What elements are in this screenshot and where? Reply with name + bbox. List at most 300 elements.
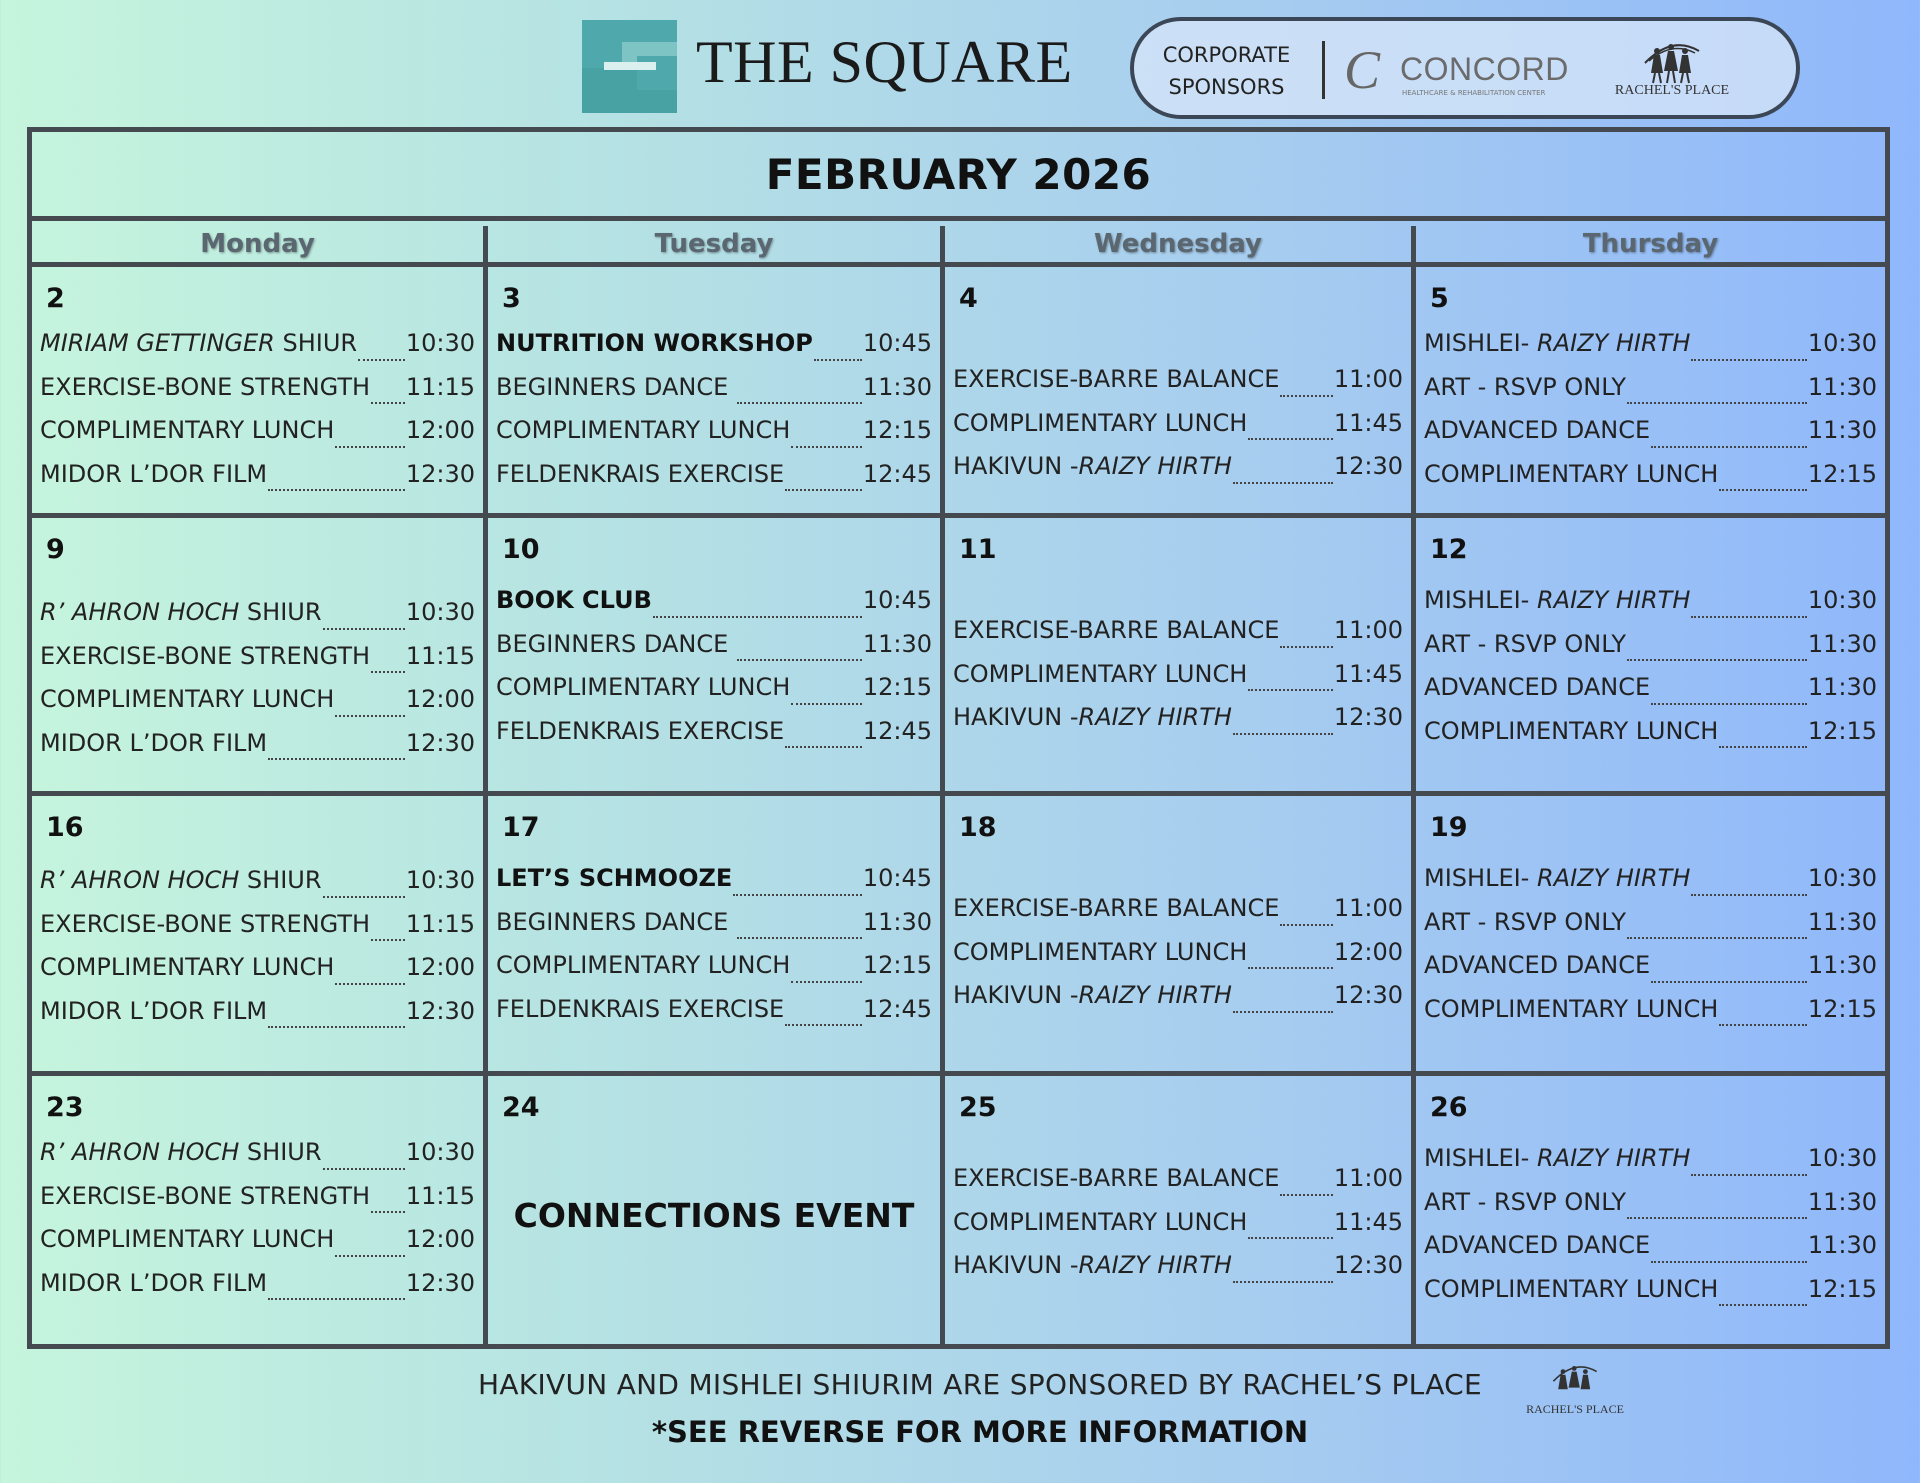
event-list — [40, 1138, 475, 1312]
day-cell — [1416, 1076, 1885, 1344]
dot-leader — [1248, 428, 1333, 440]
dot-leader — [737, 927, 862, 939]
event-item — [953, 894, 1403, 938]
event-presenter: RAIZY HIRTH — [1536, 586, 1691, 614]
event-item — [1424, 416, 1877, 460]
event-name-text: COMPLIMENTARY LUNCH — [496, 673, 791, 701]
event-name — [496, 951, 790, 979]
dancers-icon — [1547, 1356, 1603, 1400]
concord-monogram-icon: C — [1344, 40, 1381, 100]
event-name — [40, 642, 370, 670]
event-name-text: COMPLIMENTARY LUNCH — [40, 1225, 335, 1253]
event-item — [496, 951, 932, 995]
event-name — [1424, 673, 1650, 701]
dot-leader — [791, 971, 862, 983]
event-item — [40, 1138, 475, 1182]
event-time: 11:45 — [1333, 1207, 1403, 1236]
dot-leader — [1651, 693, 1807, 705]
event-name — [40, 866, 322, 894]
event-item — [953, 660, 1403, 704]
dot-leader — [1280, 914, 1332, 926]
event-name-text: MIDOR L’DOR FILM — [40, 459, 268, 488]
event-name — [496, 864, 732, 892]
event-time: 12:00 — [405, 685, 475, 713]
day-cell — [488, 1076, 945, 1344]
event-presenter: RAIZY HIRTH — [1536, 1144, 1691, 1172]
event-time: 11:30 — [862, 372, 932, 401]
event-list — [496, 864, 932, 1038]
event-name — [496, 908, 736, 936]
date-number: 3 — [502, 283, 521, 314]
event-name-text: MISHLEI- — [1424, 586, 1537, 614]
footer-sponsor-note: HAKIVUN AND MISHLEI SHIURIM ARE SPONSORED BY RACHEL’S PLACE — [477, 1368, 1483, 1401]
day-cell — [1416, 518, 1885, 796]
event-name-text: ADVANCED DANCE — [1424, 673, 1651, 701]
event-name — [40, 1269, 267, 1297]
event-item — [1424, 1231, 1877, 1275]
event-item — [40, 685, 475, 729]
dot-leader — [1691, 884, 1806, 896]
date-number: 25 — [959, 1092, 997, 1123]
event-name-text: EXERCISE-BONE STRENGTH — [40, 1181, 371, 1210]
dot-leader — [268, 748, 405, 760]
event-time: 12:00 — [1333, 937, 1403, 966]
event-name — [1424, 1231, 1650, 1259]
event-time: 12:30 — [1333, 981, 1403, 1009]
event-item — [40, 1182, 475, 1226]
event-time: 11:30 — [862, 907, 932, 936]
day-cell — [945, 1076, 1416, 1344]
dot-leader — [1248, 1227, 1333, 1239]
dot-leader — [371, 929, 405, 941]
event-item — [1424, 717, 1877, 761]
day-cell — [945, 796, 1416, 1076]
date-number: 16 — [46, 812, 84, 843]
event-time: 11:15 — [405, 909, 475, 938]
dot-leader — [1651, 436, 1807, 448]
event-name-text: EXERCISE-BARRE BALANCE — [953, 365, 1280, 393]
date-number: 5 — [1430, 283, 1449, 314]
event-item — [40, 416, 475, 460]
event-item — [1424, 673, 1877, 717]
event-presenter: RAIZY HIRTH — [1078, 703, 1232, 731]
event-item — [1424, 329, 1877, 373]
day-cell — [32, 796, 488, 1076]
event-item — [40, 1269, 475, 1313]
event-name-text: COMPLIMENTARY LUNCH — [953, 659, 1248, 688]
event-time: 12:45 — [862, 716, 932, 745]
event-name-text: COMPLIMENTARY LUNCH — [40, 685, 335, 713]
event-list — [1424, 1144, 1877, 1318]
dancers-icon — [1637, 33, 1707, 85]
dot-leader — [1719, 479, 1807, 491]
dot-leader — [1719, 1294, 1807, 1306]
event-list — [1424, 864, 1877, 1038]
event-name-suffix: SHIUR — [239, 598, 322, 626]
event-item — [1424, 908, 1877, 952]
event-name — [1424, 995, 1718, 1023]
event-name-text: COMPLIMENTARY LUNCH — [40, 416, 335, 444]
event-name — [953, 981, 1232, 1009]
dot-leader — [335, 973, 405, 985]
event-name — [496, 329, 813, 357]
event-time: 12:30 — [405, 728, 475, 757]
dot-leader — [1627, 1207, 1807, 1219]
dot-leader — [1651, 1251, 1807, 1263]
event-time: 11:30 — [1807, 629, 1877, 658]
event-item — [1424, 586, 1877, 630]
event-item — [1424, 1144, 1877, 1188]
event-time: 12:15 — [1807, 459, 1877, 488]
event-name — [1424, 586, 1690, 614]
event-name — [1424, 460, 1718, 488]
event-time: 10:30 — [1807, 329, 1877, 357]
day-header-thursday: Thursday — [1416, 226, 1885, 267]
date-number: 10 — [502, 534, 540, 565]
event-name-text: EXERCISE-BONE STRENGTH — [40, 372, 371, 401]
event-item — [496, 586, 932, 630]
event-name — [496, 460, 784, 488]
event-name — [496, 586, 652, 614]
dot-leader — [335, 436, 405, 448]
dot-leader — [785, 479, 862, 491]
dot-leader — [1280, 1184, 1332, 1196]
event-name-text: MIDOR L’DOR FILM — [40, 1268, 268, 1297]
event-item — [40, 866, 475, 910]
event-name — [40, 373, 370, 401]
day-cell — [32, 518, 488, 796]
event-presenter: RAIZY HIRTH — [1536, 864, 1691, 892]
event-name-text: BOOK CLUB — [496, 586, 652, 614]
event-time: 12:30 — [405, 1268, 475, 1297]
concord-logo — [1344, 39, 1569, 107]
dot-leader — [737, 392, 862, 404]
event-presenter: RAIZY HIRTH — [1078, 452, 1232, 480]
event-item — [1424, 1275, 1877, 1319]
event-time: 12:15 — [1807, 716, 1877, 745]
dot-leader — [1233, 472, 1333, 484]
event-item — [953, 409, 1403, 453]
dot-leader — [791, 436, 862, 448]
dot-leader — [1719, 736, 1807, 748]
event-list — [40, 866, 475, 1040]
date-number: 17 — [502, 812, 540, 843]
event-name-text: ADVANCED DANCE — [1424, 416, 1651, 444]
event-name — [496, 416, 790, 444]
event-time: 11:30 — [1807, 372, 1877, 401]
event-name-text: MIDOR L’DOR FILM — [40, 728, 268, 757]
event-name — [40, 598, 322, 626]
event-name-text: MISHLEI- — [1424, 864, 1537, 892]
event-name — [953, 1164, 1279, 1192]
event-item — [496, 329, 932, 373]
event-name — [1424, 717, 1718, 745]
dot-leader — [268, 479, 405, 491]
event-presenter: RAIZY HIRTH — [1078, 1251, 1232, 1279]
event-time: 12:30 — [1333, 452, 1403, 480]
event-time: 11:15 — [405, 372, 475, 401]
event-name-text: COMPLIMENTARY LUNCH — [1424, 716, 1719, 745]
footer-rachels-place-label: RACHEL'S PLACE — [1526, 1402, 1624, 1416]
event-time: 10:30 — [1807, 864, 1877, 892]
event-name — [953, 1251, 1232, 1279]
event-name-text: EXERCISE-BARRE BALANCE — [953, 894, 1280, 922]
event-time: 10:30 — [405, 1138, 475, 1166]
event-name-suffix: SHIUR — [239, 1138, 322, 1166]
event-time: 10:30 — [405, 598, 475, 626]
event-item — [496, 908, 932, 952]
event-name-text: HAKIVUN - — [953, 452, 1079, 480]
date-number: 2 — [46, 283, 65, 314]
sponsor-divider — [1322, 41, 1325, 99]
event-item — [1424, 951, 1877, 995]
concord-name: CONCORD — [1400, 51, 1569, 87]
dot-leader — [335, 1245, 405, 1257]
dot-leader — [1691, 606, 1806, 618]
event-time: 12:00 — [405, 953, 475, 981]
event-time: 11:30 — [862, 629, 932, 658]
event-name-text: BEGINNERS DANCE — [496, 372, 736, 401]
event-time: 10:45 — [862, 586, 932, 614]
event-item — [953, 1251, 1403, 1295]
dot-leader — [785, 1014, 862, 1026]
dot-leader — [733, 884, 862, 896]
event-presenter: MIRIAM GETTINGER — [40, 329, 275, 357]
event-item — [496, 373, 932, 417]
day-cell — [32, 1076, 488, 1344]
dot-leader — [1280, 636, 1332, 648]
event-name-suffix: SHIUR — [239, 866, 322, 894]
event-name — [953, 703, 1232, 731]
event-time: 12:00 — [405, 416, 475, 444]
event-name — [40, 1225, 334, 1253]
page-header — [0, 0, 1920, 125]
event-name — [40, 460, 267, 488]
event-time: 12:15 — [862, 951, 932, 979]
event-item — [40, 329, 475, 373]
event-name-text: EXERCISE-BONE STRENGTH — [40, 641, 371, 670]
event-name-text: BEGINNERS DANCE — [496, 907, 736, 936]
event-name-text: COMPLIMENTARY LUNCH — [40, 953, 335, 981]
event-item — [496, 630, 932, 674]
event-name-text: EXERCISE-BARRE BALANCE — [953, 1164, 1280, 1192]
event-time: 11:00 — [1333, 1164, 1403, 1192]
event-time: 12:30 — [405, 996, 475, 1025]
event-time: 11:00 — [1333, 616, 1403, 644]
date-number: 11 — [959, 534, 997, 565]
event-time: 11:00 — [1333, 365, 1403, 393]
event-time: 12:15 — [1807, 994, 1877, 1023]
event-item — [496, 864, 932, 908]
dot-leader — [1248, 957, 1333, 969]
event-name — [40, 1138, 322, 1166]
event-item — [953, 365, 1403, 409]
event-name — [40, 953, 334, 981]
event-name-text: ART - RSVP ONLY — [1424, 372, 1627, 401]
corporate-sponsors-label: CORPORATE SPONSORS — [1162, 43, 1291, 99]
event-item — [496, 416, 932, 460]
event-name — [496, 673, 790, 701]
event-time: 11:30 — [1807, 1231, 1877, 1259]
event-name-text: COMPLIMENTARY LUNCH — [953, 1207, 1248, 1236]
brand-name: THE SQUARE — [696, 29, 1073, 95]
event-name-text: MIDOR L’DOR FILM — [40, 996, 268, 1025]
dot-leader — [371, 661, 405, 673]
dot-leader — [268, 1288, 405, 1300]
dot-leader — [1233, 1001, 1333, 1013]
event-name-text: MISHLEI- — [1424, 1144, 1537, 1172]
event-name — [496, 717, 784, 745]
event-name-text: COMPLIMENTARY LUNCH — [1424, 459, 1719, 488]
event-name — [1424, 951, 1650, 979]
dot-leader — [1627, 927, 1807, 939]
date-number: 23 — [46, 1092, 84, 1123]
event-name-text: COMPLIMENTARY LUNCH — [496, 416, 791, 444]
event-name — [40, 1182, 370, 1210]
event-name-text: MISHLEI- — [1424, 329, 1537, 357]
event-time: 11:45 — [1333, 659, 1403, 688]
date-number: 18 — [959, 812, 997, 843]
footer-reverse-note: *SEE REVERSE FOR MORE INFORMATION — [651, 1415, 1309, 1449]
event-name — [1424, 908, 1626, 936]
event-name — [953, 1208, 1247, 1236]
day-header-wednesday: Wednesday — [945, 226, 1416, 267]
event-name-text: ADVANCED DANCE — [1424, 1231, 1651, 1259]
event-name — [1424, 1144, 1690, 1172]
event-time: 10:45 — [862, 329, 932, 357]
event-name — [496, 630, 736, 658]
event-name-text: ADVANCED DANCE — [1424, 951, 1651, 979]
event-item — [1424, 630, 1877, 674]
dot-leader — [1627, 649, 1807, 661]
event-time: 12:45 — [862, 459, 932, 488]
dot-leader — [1691, 1164, 1806, 1176]
event-name-text: COMPLIMENTARY LUNCH — [953, 937, 1248, 966]
event-name — [40, 416, 334, 444]
rachels-place-logo — [1612, 33, 1732, 111]
event-name — [953, 452, 1232, 480]
event-presenter: R’ AHRON HOCH — [40, 866, 240, 894]
event-name-text: COMPLIMENTARY LUNCH — [953, 408, 1248, 437]
day-header-tuesday: Tuesday — [488, 226, 945, 267]
event-time: 10:45 — [862, 864, 932, 892]
rachels-place-label: RACHEL'S PLACE — [1614, 83, 1730, 98]
event-name — [953, 894, 1279, 922]
event-name-text: COMPLIMENTARY LUNCH — [1424, 994, 1719, 1023]
event-item — [40, 642, 475, 686]
event-time: 11:15 — [405, 641, 475, 670]
event-name — [40, 685, 334, 713]
event-time: 11:30 — [1807, 951, 1877, 979]
dot-leader — [371, 392, 405, 404]
event-time: 12:00 — [405, 1225, 475, 1253]
corporate-sponsors-box — [1130, 17, 1800, 119]
event-name — [1424, 630, 1626, 658]
event-time: 12:45 — [862, 994, 932, 1023]
event-presenter: R’ AHRON HOCH — [40, 598, 240, 626]
event-name-text: EXERCISE-BONE STRENGTH — [40, 909, 371, 938]
date-number: 19 — [1430, 812, 1468, 843]
event-item — [1424, 1188, 1877, 1232]
event-item — [40, 997, 475, 1041]
event-item — [496, 460, 932, 504]
event-time: 12:30 — [1333, 703, 1403, 731]
event-time: 10:30 — [1807, 586, 1877, 614]
event-list — [496, 329, 932, 503]
dot-leader — [737, 649, 862, 661]
event-name-suffix: SHIUR — [274, 329, 358, 357]
dot-leader — [1233, 723, 1333, 735]
event-item — [953, 703, 1403, 747]
event-name-text: ART - RSVP ONLY — [1424, 629, 1627, 658]
day-cell — [32, 267, 488, 518]
event-presenter: RAIZY HIRTH — [1078, 981, 1232, 1009]
event-list — [1424, 329, 1877, 503]
event-item — [496, 673, 932, 717]
day-header-monday: Monday — [32, 226, 488, 267]
event-time: 11:30 — [1807, 416, 1877, 444]
the-square-logo-icon — [582, 20, 677, 113]
event-time: 12:15 — [862, 673, 932, 701]
event-name — [40, 910, 370, 938]
event-name — [953, 409, 1247, 437]
event-name — [40, 997, 267, 1025]
calendar-grid — [27, 127, 1890, 1349]
event-item — [953, 452, 1403, 496]
event-name-text: COMPLIMENTARY LUNCH — [496, 951, 791, 979]
dot-leader — [814, 349, 862, 361]
event-list — [40, 598, 475, 772]
dot-leader — [791, 693, 862, 705]
day-cell — [488, 796, 945, 1076]
event-time: 11:00 — [1333, 894, 1403, 922]
event-name — [953, 938, 1247, 966]
event-name — [953, 365, 1279, 393]
dot-leader — [1280, 385, 1332, 397]
event-time: 12:30 — [1333, 1251, 1403, 1279]
event-list — [953, 616, 1403, 747]
event-name-text: HAKIVUN - — [953, 703, 1079, 731]
event-name-text: FELDENKRAIS EXERCISE — [496, 994, 785, 1023]
day-cell — [945, 518, 1416, 796]
event-item — [40, 460, 475, 504]
event-item — [40, 910, 475, 954]
event-list — [953, 365, 1403, 496]
event-item — [1424, 460, 1877, 504]
event-item — [953, 1208, 1403, 1252]
event-item — [953, 616, 1403, 660]
day-cell — [945, 267, 1416, 518]
event-name — [1424, 1275, 1718, 1303]
event-list — [496, 586, 932, 760]
event-list — [40, 329, 475, 503]
event-name-text: EXERCISE-BARRE BALANCE — [953, 616, 1280, 644]
event-item — [40, 729, 475, 773]
event-time: 10:30 — [405, 329, 475, 357]
event-name-text: HAKIVUN - — [953, 1251, 1079, 1279]
event-time: 10:30 — [405, 866, 475, 894]
event-time: 11:45 — [1333, 408, 1403, 437]
event-item — [1424, 864, 1877, 908]
event-item — [953, 938, 1403, 982]
event-name-text: ART - RSVP ONLY — [1424, 1187, 1627, 1216]
event-name-text: FELDENKRAIS EXERCISE — [496, 459, 785, 488]
event-list — [1424, 586, 1877, 760]
dot-leader — [323, 886, 405, 898]
event-item — [40, 373, 475, 417]
date-number: 4 — [959, 283, 978, 314]
day-cell — [488, 267, 945, 518]
